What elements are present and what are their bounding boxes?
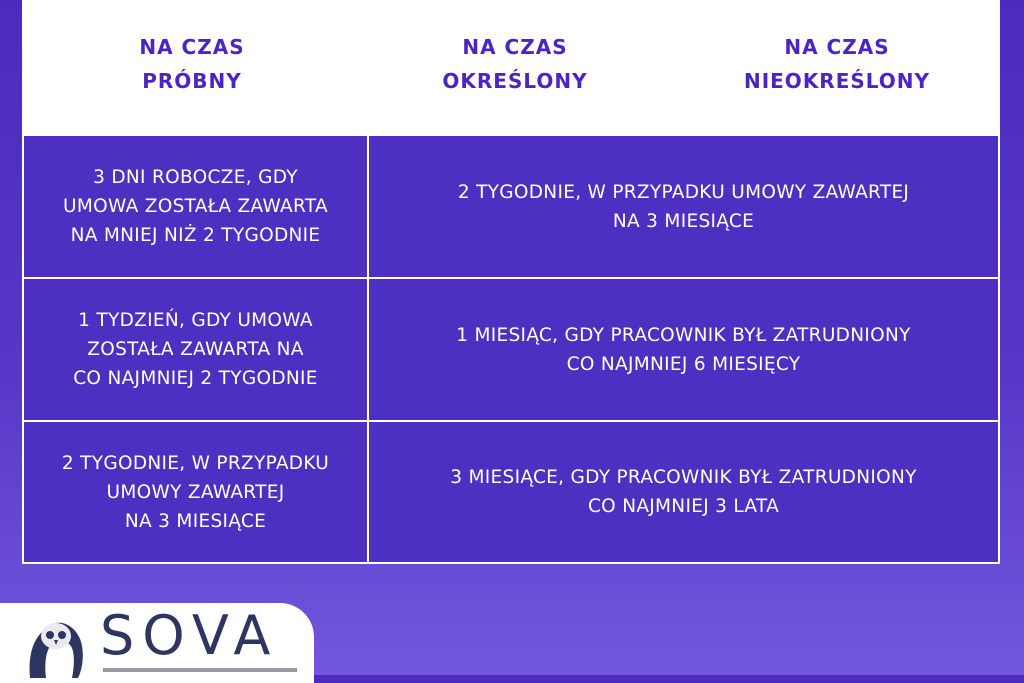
cell-line: 3 MIESIĄCE, GDY PRACOWNIK BYŁ ZATRUDNIONY bbox=[450, 467, 917, 488]
cell-line: 2 TYGODNIE, W PRZYPADKU bbox=[61, 452, 330, 474]
sova-logo: SOVA bbox=[100, 604, 279, 667]
cell-line: NA 3 MIESIĄCE bbox=[124, 510, 267, 532]
column-header-probny bbox=[102, 30, 282, 98]
table-cell-fixed-indefinite bbox=[367, 134, 1000, 279]
cell-line: 1 MIESIĄC, GDY PRACOWNIK BYŁ ZATRUDNIONY bbox=[456, 324, 911, 346]
table-cell-trial bbox=[22, 420, 369, 564]
table-header bbox=[22, 0, 1000, 134]
column-header-line: NA CZAS bbox=[139, 35, 245, 59]
column-header-line: OKREŚLONY bbox=[442, 69, 588, 93]
cell-line: ZOSTAŁA ZAWARTA NA bbox=[87, 339, 304, 360]
logo-underline bbox=[103, 668, 297, 672]
cell-line: 2 TYGODNIE, W PRZYPADKU UMOWY ZAWARTEJ bbox=[457, 181, 910, 203]
column-header-line: PRÓBNY bbox=[142, 69, 242, 93]
cell-line: NA MNIEJ NIŻ 2 TYGODNIE bbox=[70, 225, 321, 246]
column-header-line: NA CZAS bbox=[462, 35, 568, 59]
column-header-nieokreslony bbox=[712, 30, 962, 98]
cell-line: 1 TYDZIEŃ, GDY UMOWA bbox=[78, 310, 313, 331]
cell-line: 3 DNI ROBOCZE, GDY bbox=[93, 167, 298, 188]
cell-line: NA 3 MIESIĄCE bbox=[612, 210, 755, 232]
cell-line: CO NAJMNIEJ 3 LATA bbox=[587, 496, 780, 517]
column-header-line: NA CZAS bbox=[784, 35, 890, 59]
table-cell-fixed-indefinite bbox=[367, 420, 1000, 564]
table-cell-trial bbox=[22, 134, 369, 279]
column-header-okreslony bbox=[410, 30, 620, 98]
table-cell-trial bbox=[22, 277, 369, 422]
notice-period-table bbox=[22, 134, 1000, 564]
owl-icon bbox=[26, 614, 88, 678]
cell-line: CO NAJMNIEJ 6 MIESIĘCY bbox=[566, 353, 801, 375]
column-header-line: NIEOKREŚLONY bbox=[743, 69, 931, 93]
cell-line: CO NAJMNIEJ 2 TYGODNIE bbox=[73, 368, 318, 389]
cell-line: UMOWA ZOSTAŁA ZAWARTA bbox=[63, 196, 328, 217]
cell-line: UMOWY ZAWARTEJ bbox=[106, 481, 285, 503]
table-cell-fixed-indefinite bbox=[367, 277, 1000, 422]
